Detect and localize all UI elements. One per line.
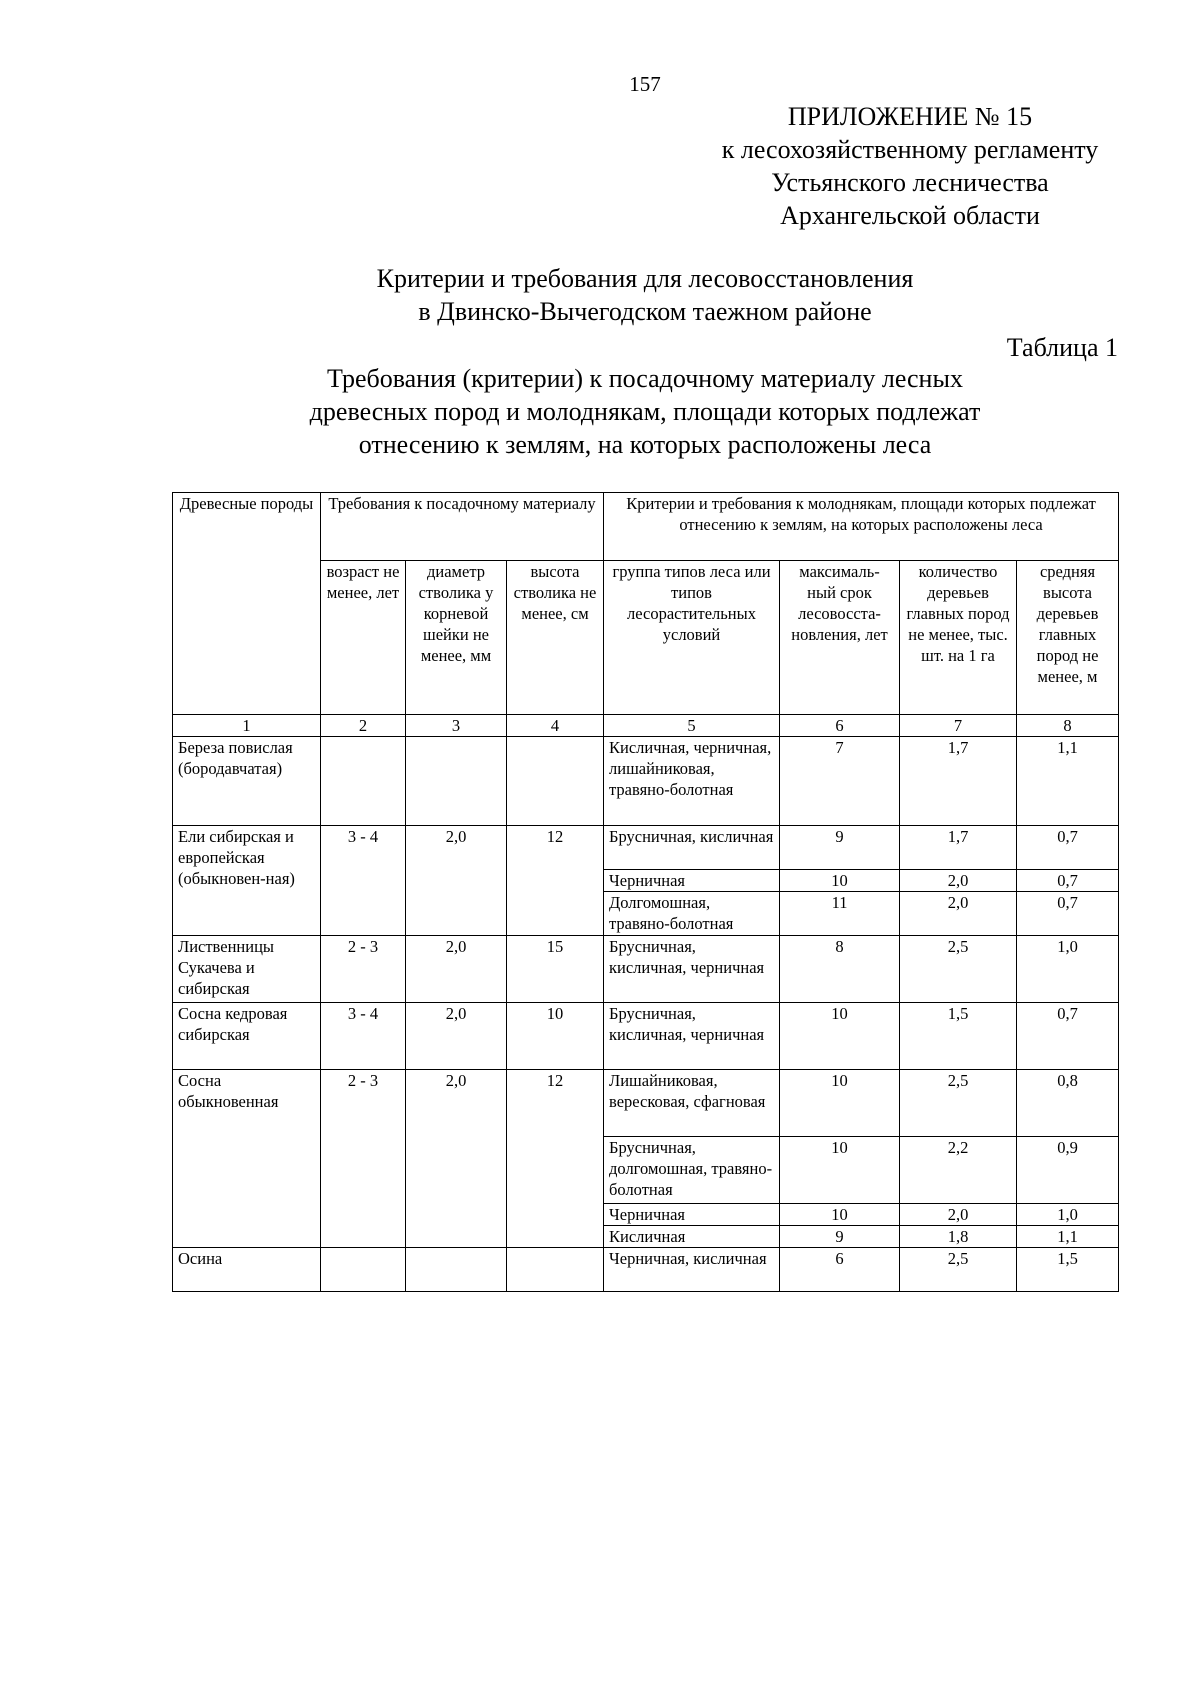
page-number: 157 [629, 72, 661, 96]
cell-forest-type: Лишайниковая, вересковая, сфагновая [604, 1070, 780, 1137]
cell-avg-height: 1,1 [1017, 737, 1119, 826]
column-number: 1 [173, 715, 321, 737]
header-forest-type: группа типов леса или типов лесорастительных условий [604, 561, 780, 715]
header-age: возраст не менее, лет [321, 561, 406, 715]
title-line: Критерии и требования для лесовосстановления [376, 264, 914, 293]
cell-forest-type: Долгомошная, травяно-болотная [604, 892, 780, 936]
appendix-line: Архангельской области [780, 201, 1040, 230]
table-row [173, 1248, 1119, 1292]
cell-tree-count: 1,7 [900, 826, 1017, 870]
cell-avg-height: 0,7 [1017, 826, 1119, 870]
table-row [173, 1070, 1119, 1137]
header-planting-material: Требования к посадочному материалу [321, 493, 604, 561]
cell-max-term: 10 [780, 1204, 900, 1226]
column-number: 8 [1017, 715, 1119, 737]
appendix-line: к лесохозяйственному регламенту [721, 135, 1099, 164]
cell-species: Лиственницы Сукачева и сибирская [173, 936, 321, 1003]
appendix-number: ПРИЛОЖЕНИЕ № 15 [787, 102, 1033, 131]
cell-forest-type: Черничная, кисличная [604, 1248, 780, 1292]
table-row [173, 737, 1119, 826]
cell-max-term: 6 [780, 1248, 900, 1292]
cell-avg-height: 0,7 [1017, 892, 1119, 936]
requirements-table [172, 492, 1119, 1292]
cell-height [507, 737, 604, 826]
table-title [0, 362, 1200, 461]
cell-avg-height: 0,8 [1017, 1070, 1119, 1137]
cell-age: 3 - 4 [321, 1003, 406, 1070]
cell-species: Ели сибирская и европейская (обыкновен-ная) [173, 826, 321, 936]
cell-diameter: 2,0 [406, 1070, 507, 1248]
table-row [173, 1003, 1119, 1070]
cell-avg-height: 0,9 [1017, 1137, 1119, 1204]
cell-max-term: 10 [780, 1003, 900, 1070]
cell-max-term: 10 [780, 870, 900, 892]
cell-avg-height: 1,5 [1017, 1248, 1119, 1292]
cell-height: 15 [507, 936, 604, 1003]
cell-height [507, 1248, 604, 1292]
cell-height: 10 [507, 1003, 604, 1070]
table-title-line: древесных пород и молоднякам, площади которых подлежат [309, 397, 981, 426]
cell-forest-type: Кисличная, черничная, лишайниковая, травяно-болотная [604, 737, 780, 826]
cell-max-term: 8 [780, 936, 900, 1003]
cell-tree-count: 2,0 [900, 892, 1017, 936]
header-max-term: максималь-ный срок лесовосста-новления, лет [780, 561, 900, 715]
cell-max-term: 10 [780, 1137, 900, 1204]
appendix-line: Устьянского лесничества [771, 168, 1049, 197]
column-number: 3 [406, 715, 507, 737]
document-title [0, 262, 1200, 328]
header-species: Древесные породы [173, 493, 321, 715]
cell-forest-type: Кисличная [604, 1226, 780, 1248]
column-number: 7 [900, 715, 1017, 737]
cell-tree-count: 2,2 [900, 1137, 1017, 1204]
cell-avg-height: 1,1 [1017, 1226, 1119, 1248]
cell-age [321, 1248, 406, 1292]
cell-max-term: 9 [780, 826, 900, 870]
table-title-line: Требования (критерии) к посадочному материалу лесных [327, 364, 963, 393]
cell-age [321, 737, 406, 826]
header-tree-count: количество деревьев главных пород не менее, тыс. шт. на 1 га [900, 561, 1017, 715]
cell-tree-count: 2,5 [900, 1070, 1017, 1137]
table-row [173, 936, 1119, 1003]
cell-diameter: 2,0 [406, 1003, 507, 1070]
cell-max-term: 7 [780, 737, 900, 826]
cell-species: Береза повислая (бородавчатая) [173, 737, 321, 826]
header-young-stands: Критерии и требования к молоднякам, площади которых подлежат отнесению к землям, на которых расположены леса [604, 493, 1119, 561]
cell-tree-count: 1,7 [900, 737, 1017, 826]
cell-diameter [406, 1248, 507, 1292]
cell-tree-count: 2,5 [900, 936, 1017, 1003]
table-title-line: отнесению к землям, на которых расположены леса [358, 430, 932, 459]
cell-age: 2 - 3 [321, 936, 406, 1003]
appendix-header [690, 100, 1130, 232]
cell-tree-count: 2,0 [900, 870, 1017, 892]
header-avg-height: средняя высота деревьев главных пород не менее, м [1017, 561, 1119, 715]
cell-max-term: 9 [780, 1226, 900, 1248]
cell-forest-type: Брусничная, кисличная, черничная [604, 936, 780, 1003]
table-row [173, 826, 1119, 870]
cell-height: 12 [507, 826, 604, 936]
column-number: 4 [507, 715, 604, 737]
cell-avg-height: 0,7 [1017, 870, 1119, 892]
header-diameter: диаметр стволика у корневой шейки не менее, мм [406, 561, 507, 715]
cell-tree-count: 2,0 [900, 1204, 1017, 1226]
cell-height: 12 [507, 1070, 604, 1248]
cell-forest-type: Черничная [604, 870, 780, 892]
cell-tree-count: 1,5 [900, 1003, 1017, 1070]
cell-max-term: 11 [780, 892, 900, 936]
column-number: 6 [780, 715, 900, 737]
cell-diameter [406, 737, 507, 826]
cell-tree-count: 2,5 [900, 1248, 1017, 1292]
cell-species: Сосна обыкновенная [173, 1070, 321, 1248]
cell-avg-height: 1,0 [1017, 936, 1119, 1003]
cell-species: Осина [173, 1248, 321, 1292]
cell-diameter: 2,0 [406, 936, 507, 1003]
cell-avg-height: 1,0 [1017, 1204, 1119, 1226]
cell-tree-count: 1,8 [900, 1226, 1017, 1248]
cell-avg-height: 0,7 [1017, 1003, 1119, 1070]
cell-max-term: 10 [780, 1070, 900, 1137]
column-number: 5 [604, 715, 780, 737]
cell-forest-type: Брусничная, кисличная [604, 826, 780, 870]
column-number: 2 [321, 715, 406, 737]
cell-forest-type: Черничная [604, 1204, 780, 1226]
cell-forest-type: Брусничная, кисличная, черничная [604, 1003, 780, 1070]
cell-age: 3 - 4 [321, 826, 406, 936]
header-height: высота стволика не менее, см [507, 561, 604, 715]
title-line: в Двинско-Вычегодском таежном районе [418, 297, 872, 326]
cell-species: Сосна кедровая сибирская [173, 1003, 321, 1070]
cell-diameter: 2,0 [406, 826, 507, 936]
cell-forest-type: Брусничная, долгомошная, травяно-болотная [604, 1137, 780, 1204]
table-label: Таблица 1 [1006, 333, 1118, 362]
cell-age: 2 - 3 [321, 1070, 406, 1248]
